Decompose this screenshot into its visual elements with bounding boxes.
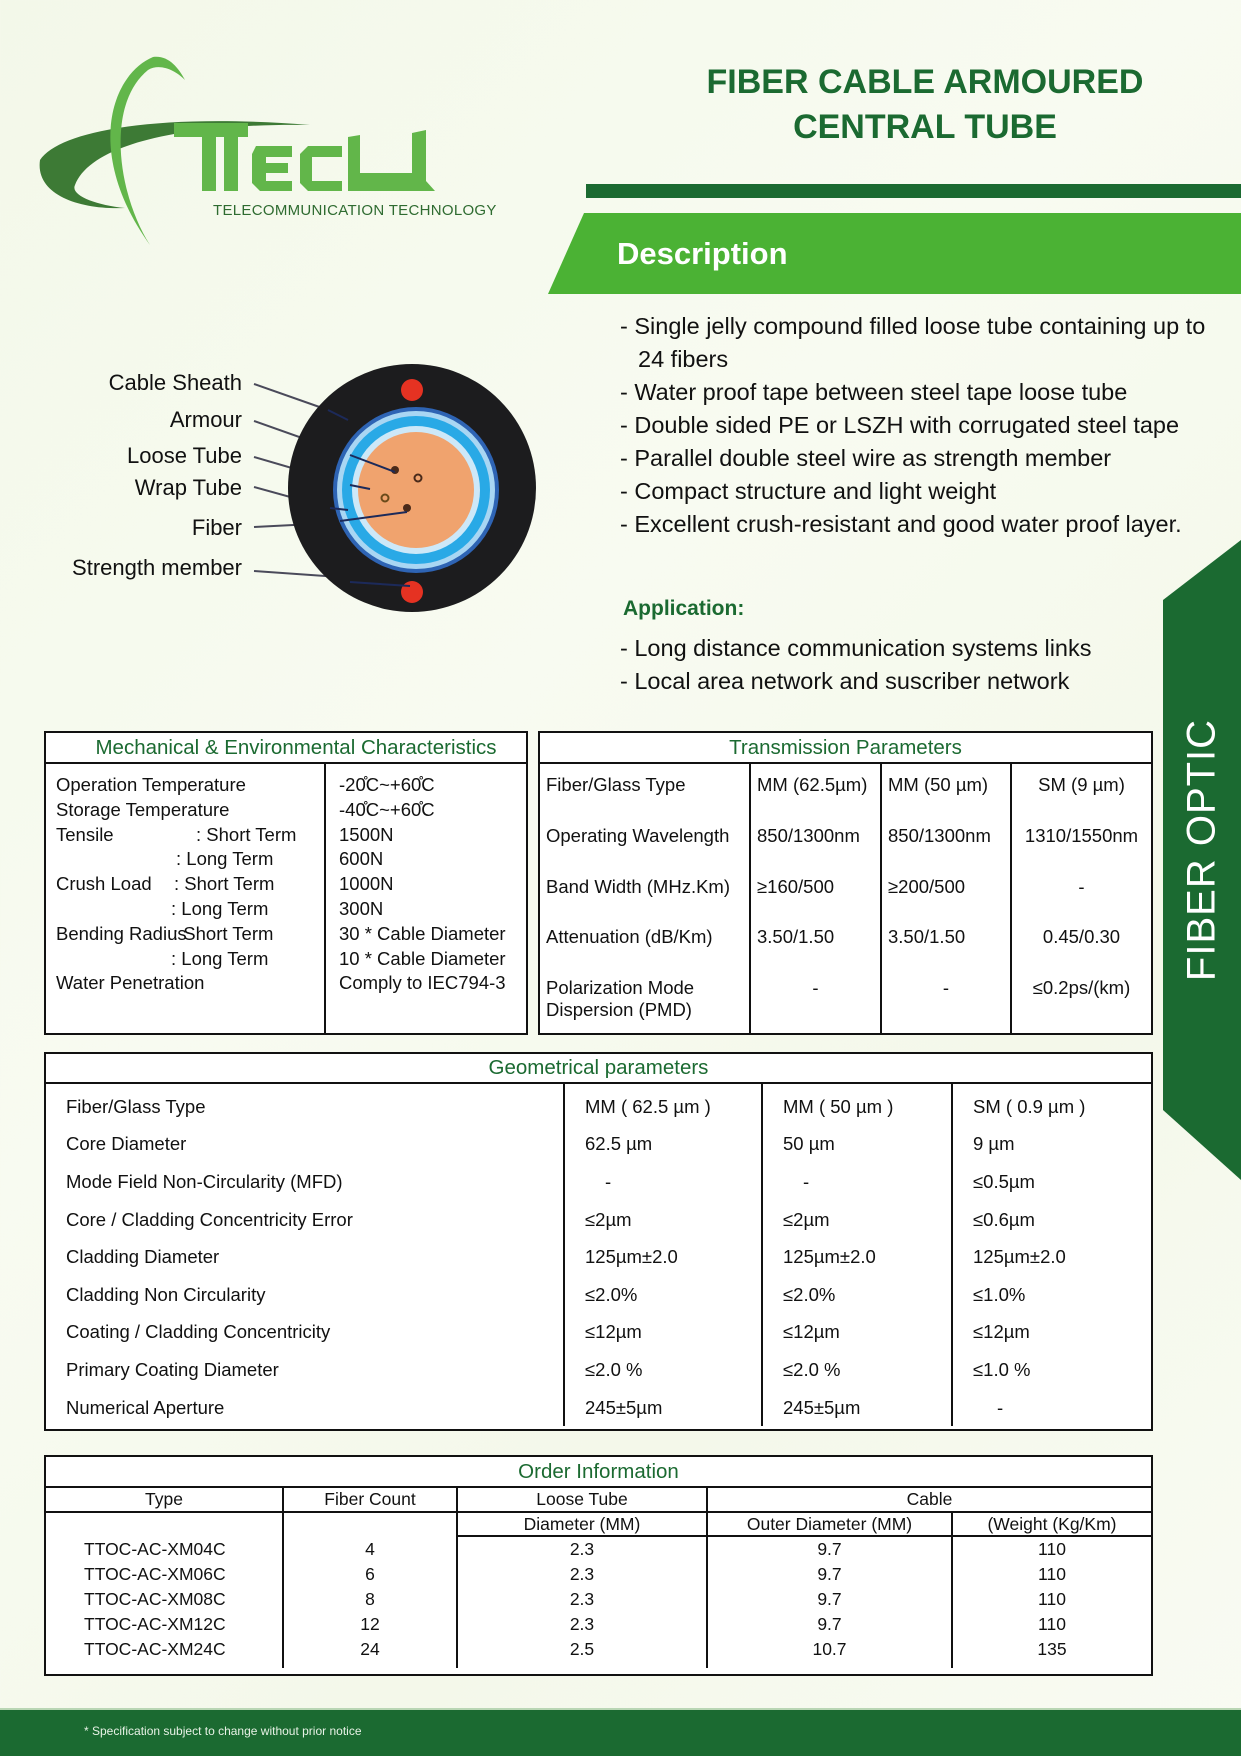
header-outer-diameter: Outer Diameter (MM): [707, 1512, 952, 1536]
geometrical-value: [762, 1389, 952, 1427]
page-title: [640, 60, 1210, 150]
application-list: [620, 632, 1092, 698]
cell-text: ≤2µm: [585, 1208, 632, 1230]
cell-text: ≤2µm: [783, 1208, 830, 1230]
description-item: - Excellent crush-resistant and good water proof layer.: [620, 511, 1182, 537]
cell-text: 245±5µm: [783, 1396, 861, 1418]
mechanical-value: 1500N: [339, 823, 394, 845]
order-weight: [952, 1587, 1151, 1612]
cell-text: 135: [1037, 1639, 1067, 1659]
spacer-cell: [283, 1662, 457, 1668]
cell-text: ≤12µm: [783, 1321, 840, 1343]
geometrical-row: [46, 1163, 1151, 1201]
cell-text: -: [942, 977, 950, 998]
cell-text: ≥160/500: [757, 875, 835, 897]
geometrical-value: [564, 1276, 762, 1314]
geometrical-value: [952, 1163, 1151, 1201]
order-grid: [46, 1488, 1151, 1668]
application-heading: Application:: [623, 597, 745, 620]
transmission-param-label: [540, 866, 750, 917]
mechanical-value: 10 * Cable Diameter: [339, 947, 506, 969]
cable-cross-section-diagram: [240, 360, 550, 620]
header-weight: (Weight (Kg/Km): [952, 1512, 1151, 1536]
order-row: [46, 1612, 1151, 1637]
cell-text: 110: [1038, 1614, 1066, 1634]
order-loose-tube-diameter: [457, 1612, 707, 1637]
order-loose-tube-diameter: [457, 1587, 707, 1612]
mechanical-value: 1000N: [339, 873, 394, 895]
cell-text: 245±5µm: [585, 1396, 663, 1418]
cell-text: Core / Cladding Concentricity Error: [66, 1208, 353, 1230]
cell-text: TTOC-AC-XM08C: [84, 1589, 226, 1609]
cell-text: TTOC-AC-XM04C: [84, 1538, 226, 1559]
order-information-table: [44, 1455, 1153, 1676]
description-item: - Double sided PE or LSZH with corrugated steel tape: [620, 412, 1180, 438]
transmission-value: [750, 916, 881, 967]
cell-text: 2.3: [569, 1539, 595, 1559]
cell-text: 8: [365, 1589, 375, 1609]
cell-text: 2.3: [569, 1589, 595, 1609]
geometrical-value: [952, 1389, 1151, 1427]
cell-text: SM (9 µm): [1038, 774, 1125, 795]
label-wrap-tube: Wrap Tube: [134, 475, 242, 500]
geometrical-row: [46, 1126, 1151, 1164]
title-divider-bar: [586, 184, 1241, 198]
geometrical-param-label: [46, 1084, 564, 1126]
cell-text: 850/1300nm: [757, 824, 860, 846]
description-item: - Parallel double steel wire as strength member: [620, 445, 1112, 471]
label-fiber: Fiber: [191, 515, 242, 540]
cell-text: Numerical Aperture: [66, 1396, 225, 1418]
transmission-value: [1011, 866, 1151, 917]
order-type: [46, 1612, 283, 1637]
cell-text: -: [812, 977, 819, 998]
geometrical-param-label: [46, 1238, 564, 1276]
cell-text: ≤0.2ps/(km): [1032, 977, 1131, 998]
mechanical-value: -20̊C~+60̊C: [339, 774, 435, 795]
geometrical-value: [762, 1126, 952, 1164]
cell-text: 2.3: [569, 1614, 595, 1634]
cell-text: Fiber/Glass Type: [546, 774, 686, 795]
order-weight: [952, 1562, 1151, 1587]
strength-member-bottom: [401, 581, 423, 603]
transmission-value: [1011, 815, 1151, 866]
transmission-param-label: [540, 967, 750, 1033]
geometrical-table-title: Geometrical parameters: [46, 1054, 1151, 1084]
mechanical-sublabel: : Long Term: [176, 848, 274, 870]
geometrical-row: [46, 1276, 1151, 1314]
geometrical-value: [564, 1163, 762, 1201]
order-table-title: Order Information: [46, 1457, 1151, 1488]
cell-text: ≤2.0%: [585, 1283, 638, 1305]
header-loose-tube-diameter: Diameter (MM): [457, 1512, 707, 1536]
cell-text: MM ( 50 µm ): [783, 1095, 894, 1117]
transmission-value: [881, 916, 1011, 967]
transmission-param-label: [540, 764, 750, 815]
cell-text: 125µm±2.0: [783, 1246, 876, 1268]
geometrical-value: [762, 1314, 952, 1352]
cell-text: 4: [365, 1538, 375, 1559]
mechanical-row-label: [56, 922, 326, 947]
order-outer-diameter: [707, 1637, 952, 1662]
cell-text: 110: [1038, 1589, 1066, 1609]
order-type: [46, 1587, 283, 1612]
cell-text: -: [803, 1170, 810, 1192]
cell-text: 2.5: [569, 1639, 595, 1659]
transmission-param-label: [540, 916, 750, 967]
label-strength-member: Strength member: [72, 555, 242, 580]
geometrical-row: [46, 1084, 1151, 1126]
label-loose-tube: Loose Tube: [127, 443, 242, 468]
transmission-row: [540, 916, 1151, 967]
geometrical-param-label: [46, 1389, 564, 1427]
strength-member-top: [401, 379, 423, 401]
description-item: - Single jelly compound filled loose tube containing up to 24 fibers: [620, 313, 1206, 372]
cell-text: 10.7: [812, 1639, 847, 1659]
mechanical-row-label: [56, 947, 326, 972]
geometrical-value: [564, 1351, 762, 1389]
mechanical-table-title: Mechanical & Environmental Characteristics: [46, 733, 526, 764]
header-loose-tube: Loose Tube: [457, 1488, 707, 1512]
title-line-1: FIBER CABLE ARMOURED: [706, 63, 1144, 101]
description-item: - Compact structure and light weight: [620, 478, 997, 504]
geometrical-param-label: [46, 1276, 564, 1314]
cell-text: Core Diameter: [66, 1133, 187, 1155]
cell-text: 6: [365, 1564, 375, 1584]
geometrical-value: [564, 1126, 762, 1164]
company-logo: [30, 45, 510, 265]
application-item: - Local area network and suscriber network: [620, 668, 1070, 694]
cell-text: ≤12µm: [973, 1321, 1030, 1343]
cell-text: ≤12µm: [585, 1321, 642, 1343]
cell-text: 3.50/1.50: [757, 926, 835, 948]
geometrical-param-label: [46, 1201, 564, 1239]
footer-note: * Specification subject to change without prior notice: [84, 1724, 362, 1738]
cell-text: ≤2.0%: [783, 1283, 836, 1305]
cell-text: Polarization Mode: [546, 977, 695, 998]
order-weight: [952, 1612, 1151, 1637]
order-outer-diameter: [707, 1587, 952, 1612]
cell-text: 24: [360, 1639, 380, 1659]
transmission-value: [750, 815, 881, 866]
cell-text: 50 µm: [783, 1133, 835, 1155]
spacer-cell: [457, 1662, 707, 1668]
mechanical-row-label: [56, 872, 326, 897]
cell-text: MM (50 µm): [888, 774, 989, 795]
mechanical-sublabel: : Short Term: [196, 823, 297, 845]
label-armour: Armour: [169, 407, 242, 432]
cell-text: 9 µm: [973, 1133, 1015, 1155]
order-type: [46, 1562, 283, 1587]
transmission-row: [540, 764, 1151, 815]
geometrical-value: [952, 1201, 1151, 1239]
mechanical-label: Water Penetration: [56, 972, 205, 994]
tech-logo-graphic: [30, 45, 510, 265]
geometrical-parameters-table: [44, 1052, 1153, 1431]
mechanical-sublabel: : Long Term: [171, 947, 269, 969]
cell-text: 9.7: [817, 1539, 842, 1559]
cell-text: Cladding Diameter: [66, 1246, 220, 1268]
order-outer-diameter: [707, 1612, 952, 1637]
cell-text: Primary Coating Diameter: [66, 1358, 279, 1380]
order-type: [46, 1536, 283, 1562]
geometrical-value: [564, 1084, 762, 1126]
cell-text: 110: [1038, 1564, 1066, 1584]
transmission-value: [750, 967, 881, 1033]
geometrical-value: [762, 1351, 952, 1389]
order-row: [46, 1587, 1151, 1612]
logo-tagline: TELECOMMUNICATION TECHNOLOGY: [213, 202, 497, 219]
order-row-spacer: [46, 1662, 1151, 1668]
cell-text: Cladding Non Circularity: [66, 1283, 266, 1305]
geometrical-value: [564, 1389, 762, 1427]
cell-text: 850/1300nm: [888, 824, 991, 846]
cell-text: Operating Wavelength: [546, 824, 730, 846]
order-fiber-count: [283, 1637, 457, 1662]
mechanical-value: 300N: [339, 897, 384, 919]
mechanical-row-label: [56, 823, 326, 848]
side-banner-label: [1152, 700, 1241, 1000]
mechanical-value: 600N: [339, 848, 384, 870]
transmission-value: [1011, 764, 1151, 815]
cell-text: 110: [1038, 1539, 1066, 1559]
mechanical-row-label: [56, 773, 326, 798]
transmission-row: [540, 815, 1151, 866]
mechanical-environmental-table: [44, 731, 528, 1035]
cell-text: ≤2.0 %: [783, 1358, 841, 1380]
cell-text: ≤1.0%: [973, 1283, 1026, 1305]
geometrical-value: [952, 1276, 1151, 1314]
mechanical-row-label: [56, 897, 326, 922]
cell-text: 3.50/1.50: [888, 926, 966, 948]
mechanical-sublabel: : Short Term: [173, 922, 274, 944]
mechanical-label: Tensile: [56, 823, 114, 845]
geometrical-value: [564, 1238, 762, 1276]
geometrical-value: [952, 1314, 1151, 1352]
cell-text: ≤0.6µm: [973, 1208, 1035, 1230]
transmission-value: [881, 967, 1011, 1033]
transmission-row: [540, 866, 1151, 917]
mechanical-label: Crush Load: [56, 873, 152, 895]
cell-text: 12: [360, 1614, 380, 1634]
fiber-core: [358, 432, 474, 548]
order-row: [46, 1637, 1151, 1662]
cell-text-line2: Dispersion (PMD): [546, 999, 692, 1020]
header-fiber-count: Fiber Count: [283, 1488, 457, 1512]
order-weight: [952, 1536, 1151, 1562]
mechanical-value: -40̊C~+60̊C: [339, 798, 435, 820]
mechanical-row-label: [56, 798, 326, 823]
transmission-value: [1011, 916, 1151, 967]
description-list: [620, 310, 1235, 541]
mechanical-value: 30 * Cable Diameter: [339, 922, 506, 944]
cell-text: 125µm±2.0: [585, 1246, 678, 1268]
spacer-cell: [46, 1662, 283, 1668]
cell-text: TTOC-AC-XM24C: [84, 1639, 226, 1659]
side-banner-text: FIBER OPTIC: [1179, 718, 1224, 982]
cell-text: -: [605, 1170, 612, 1192]
geometrical-value: [762, 1163, 952, 1201]
geometrical-value: [762, 1084, 952, 1126]
cell-text: SM ( 0.9 µm ): [973, 1095, 1086, 1117]
transmission-param-label: [540, 815, 750, 866]
mechanical-sublabel: : Short Term: [174, 873, 275, 895]
order-fiber-count: [283, 1562, 457, 1587]
cell-text: ≤1.0 %: [973, 1358, 1031, 1380]
mechanical-row-label: [56, 971, 326, 996]
transmission-value: [750, 866, 881, 917]
order-outer-diameter: [707, 1562, 952, 1587]
transmission-row: [540, 967, 1151, 1033]
transmission-value: [1011, 967, 1151, 1033]
cell-text: ≤2.0 %: [585, 1358, 643, 1380]
geometrical-value: [762, 1201, 952, 1239]
cell-text: 1310/1550nm: [1024, 824, 1139, 846]
cell-text: 125µm±2.0: [973, 1246, 1066, 1268]
geometrical-value: [564, 1314, 762, 1352]
geometrical-row: [46, 1351, 1151, 1389]
geometrical-value: [952, 1351, 1151, 1389]
geometrical-param-label: [46, 1126, 564, 1164]
geometrical-row: [46, 1238, 1151, 1276]
cell-text: -: [1078, 875, 1085, 897]
mechanical-label: Operation Temperature: [56, 774, 246, 795]
cell-text: Fiber/Glass Type: [66, 1095, 206, 1117]
mechanical-sublabel: : Long Term: [171, 897, 269, 919]
geometrical-value: [564, 1201, 762, 1239]
cell-text: 9.7: [817, 1614, 842, 1634]
order-fiber-count: [283, 1587, 457, 1612]
order-loose-tube-diameter: [457, 1562, 707, 1587]
transmission-table-title: Transmission Parameters: [540, 733, 1151, 764]
geometrical-value: [762, 1238, 952, 1276]
geometrical-value: [952, 1084, 1151, 1126]
mechanical-value: Comply to IEC794-3: [339, 972, 506, 994]
cell-text: Attenuation (dB/Km): [546, 926, 713, 948]
cell-text: 2.3: [569, 1564, 595, 1584]
order-weight: [952, 1637, 1151, 1662]
spacer-cell: [707, 1662, 952, 1668]
transmission-value: [881, 815, 1011, 866]
cell-text: MM (62.5µm): [757, 774, 868, 795]
header-type: Type: [46, 1488, 283, 1512]
spacer-cell: [952, 1662, 1151, 1668]
geometrical-row: [46, 1389, 1151, 1427]
geometrical-value: [762, 1276, 952, 1314]
mechanical-label: Storage Temperature: [56, 798, 230, 820]
cell-text: Coating / Cladding Concentricity: [66, 1321, 331, 1343]
order-row: [46, 1562, 1151, 1587]
description-item: - Water proof tape between steel tape loose tube: [620, 379, 1128, 405]
transmission-value: [881, 764, 1011, 815]
mechanical-label: Bending Radius: [56, 922, 187, 944]
cell-text: MM ( 62.5 µm ): [585, 1095, 711, 1117]
cell-text: ≤0.5µm: [973, 1170, 1035, 1192]
order-loose-tube-diameter: [457, 1637, 707, 1662]
cell-text: TTOC-AC-XM12C: [84, 1614, 226, 1634]
mechanical-row-label: [56, 847, 326, 872]
description-heading: Description: [617, 236, 788, 271]
geometrical-row: [46, 1314, 1151, 1352]
label-cable-sheath: Cable Sheath: [108, 370, 242, 395]
cell-text: ≥200/500: [888, 875, 966, 897]
order-fiber-count: [283, 1536, 457, 1562]
cell-text: -: [997, 1396, 1004, 1418]
cell-text: 9.7: [817, 1589, 842, 1609]
header-cable: Cable: [707, 1488, 1151, 1512]
cell-text: Mode Field Non-Circularity (MFD): [66, 1170, 343, 1192]
title-line-2: CENTRAL TUBE: [793, 108, 1057, 146]
geometrical-param-label: [46, 1314, 564, 1352]
geometrical-row: [46, 1201, 1151, 1239]
cell-text: 0.45/0.30: [1042, 926, 1121, 948]
order-fiber-count: [283, 1612, 457, 1637]
order-type: [46, 1637, 283, 1662]
geometrical-grid: [46, 1084, 1151, 1426]
transmission-grid: [540, 764, 1151, 1033]
application-item: - Long distance communication systems links: [620, 635, 1092, 661]
cell-text: TTOC-AC-XM06C: [84, 1564, 226, 1584]
cell-text: 9.7: [817, 1564, 842, 1584]
cell-text: Band Width (MHz.Km): [546, 875, 731, 897]
geometrical-param-label: [46, 1163, 564, 1201]
transmission-value: [750, 764, 881, 815]
transmission-parameters-table: [538, 731, 1153, 1035]
order-loose-tube-diameter: [457, 1536, 707, 1562]
transmission-value: [881, 866, 1011, 917]
geometrical-value: [952, 1126, 1151, 1164]
order-row: [46, 1536, 1151, 1562]
cell-text: 62.5 µm: [585, 1133, 653, 1155]
geometrical-value: [952, 1238, 1151, 1276]
geometrical-param-label: [46, 1351, 564, 1389]
order-outer-diameter: [707, 1536, 952, 1562]
